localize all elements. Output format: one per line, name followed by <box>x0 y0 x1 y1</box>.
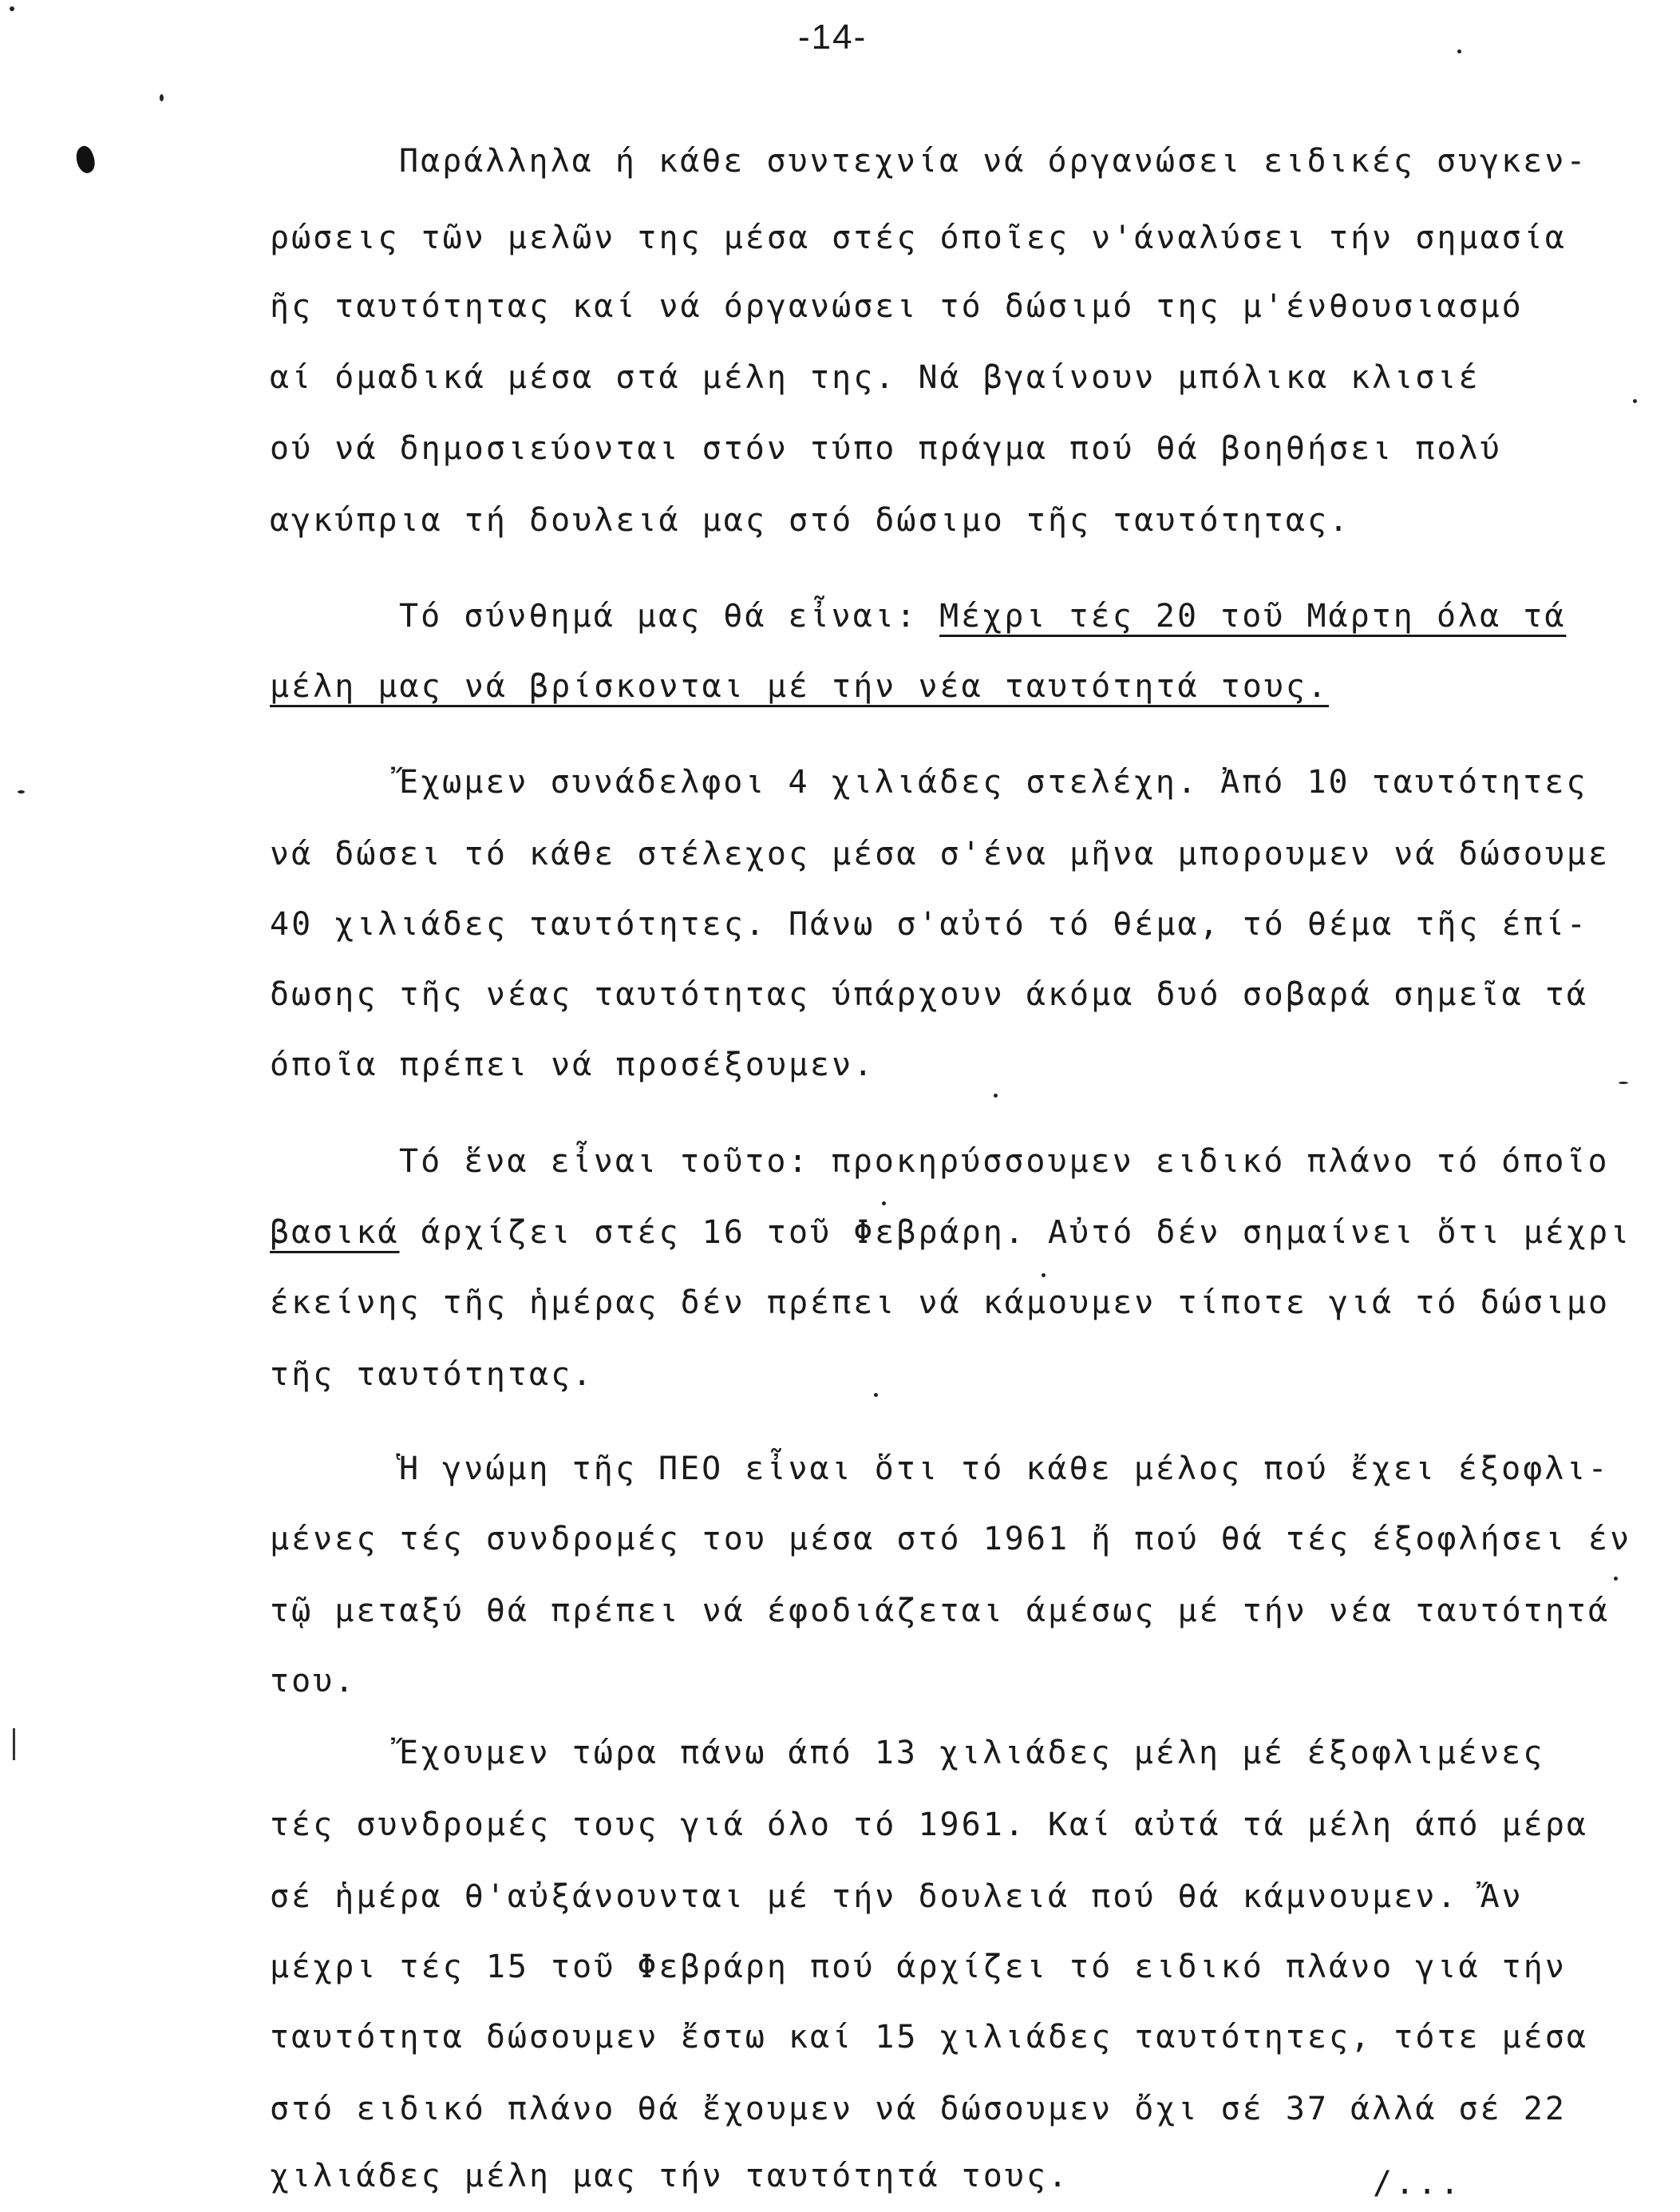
text-line: 40 χιλιάδες ταυτότητες. Πάνω σ'αὐτό τό θέμα, τό θέμα τῆς έπί- <box>270 906 1589 943</box>
text-line: Ἔχουμεν τώρα πάνω άπό 13 χιλιάδες μέλη μέ έξοφλιμένες <box>399 1735 1545 1771</box>
line-rest: άρχίζει στές 16 τοῦ Φεβράρη. Αὐτό δέν σημαίνει ὅτι μέχρι <box>399 1214 1632 1251</box>
text-line: τές συνδρομές τους γιά όλο τό 1961. Καί αὐτά τά μέλη άπό μέρα <box>270 1806 1589 1843</box>
scan-speck <box>874 1393 878 1397</box>
slogan-line <box>399 598 1567 635</box>
text-line <box>270 1214 1632 1251</box>
underlined-word: βασικά <box>270 1214 400 1251</box>
scan-speck <box>1633 399 1637 403</box>
text-line: Παράλληλα ή κάθε συντεχνία νά όργανώσει ειδικές συγκεν- <box>399 143 1588 180</box>
scan-speck <box>18 790 25 793</box>
text-line: τῆς ταυτότητας. <box>270 1356 595 1393</box>
text-line: δωσης τῆς νέας ταυτότητας ύπάρχουν άκόμα δυό σοβαρά σημεῖα τά <box>270 976 1589 1013</box>
text-line: μένες τές συνδρομές του μέσα στό 1961 ἤ πού θά τές έξοφλήσει έν <box>270 1521 1632 1557</box>
scan-speck <box>882 1201 886 1205</box>
scan-speck <box>994 1094 998 1098</box>
text-line: Ἔχωμεν συνάδελφοι 4 χιλιάδες στελέχη. Ἀπό 10 ταυτότητες <box>399 764 1588 801</box>
scan-speck <box>1457 49 1461 53</box>
text-line: ῆς ταυτότητας καί νά όργανώσει τό δώσιμό της μ'ένθουσιασμό <box>270 288 1524 325</box>
text-line: ρώσεις τῶν μελῶν της μέσα στές όποῖες ν'άναλύσει τήν σημασία <box>270 220 1567 256</box>
text-line: τῷ μεταξύ θά πρέπει νά έφοδιάζεται άμέσως μέ τήν νέα ταυτότητά <box>270 1593 1611 1629</box>
slogan-lead: Τό σύνθημά μας θά εἶναι: <box>399 598 940 635</box>
text-line: αγκύπρια τή δουλειά μας στό δώσιμο τῆς ταυτότητας. <box>270 502 1351 539</box>
text-line: ού νά δημοσιεύονται στόν τύπο πράγμα πού θά βοηθήσει πολύ <box>270 430 1502 467</box>
text-line: νά δώσει τό κάθε στέλεχος μέσα σ'ένα μῆνα μπορουμεν νά δώσουμε <box>270 836 1611 873</box>
text-line: χιλιάδες μέλη μας τήν ταυτότητά τους. <box>270 2158 1070 2194</box>
page-number: -14- <box>798 18 868 57</box>
scan-edge-mark <box>13 1728 15 1760</box>
scan-speck <box>160 94 164 101</box>
text-line: σέ ἡμέρα θ'αὐξάνουνται μέ τήν δουλειά πού θά κάμνουμεν. Ἄν <box>270 1878 1524 1915</box>
text-line: μέχρι τές 15 τοῦ Φεβράρη πού άρχίζει τό ειδικό πλάνο γιά τήν <box>270 1949 1567 1985</box>
scan-speck <box>1614 1577 1618 1581</box>
scan-speck <box>1042 1273 1046 1277</box>
text-line: στό ειδικό πλάνο θά ἔχουμεν νά δώσουμεν ὄχι σέ 37 άλλά σέ 22 <box>270 2091 1567 2127</box>
text-line: αί όμαδικά μέσα στά μέλη της. Νά βγαίνουν μπόλικα κλισιέ <box>270 359 1480 396</box>
continuation-mark: /... <box>1373 2165 1463 2202</box>
scan-speck <box>10 6 14 11</box>
text-line: όποῖα πρέπει νά προσέξουμεν. <box>270 1047 876 1083</box>
slogan-underlined: μέλη μας νά βρίσκονται μέ τήν νέα ταυτότητά τους. <box>270 668 1330 705</box>
scan-speck <box>1619 1082 1628 1084</box>
text-line: του. <box>270 1663 357 1700</box>
text-line: ταυτότητα δώσουμεν ἔστω καί 15 χιλιάδες ταυτότητες, τότε μέσα <box>270 2019 1589 2056</box>
text-line: έκείνης τῆς ἡμέρας δέν πρέπει νά κάμουμεν τίποτε γιά τό δώσιμο <box>270 1284 1611 1321</box>
ink-blot <box>73 144 98 175</box>
slogan-underlined: Μέχρι τές 20 τοῦ Μάρτη όλα τά <box>939 598 1567 635</box>
text-line: Ἡ γνώμη τῆς ΠΕΟ εἶναι ὅτι τό κάθε μέλος πού ἔχει έξοφλι- <box>399 1450 1610 1487</box>
text-line: Τό ἕνα εἶναι τοῦτο: προκηρύσσουμεν ειδικό πλάνο τό όποῖο <box>399 1143 1610 1180</box>
